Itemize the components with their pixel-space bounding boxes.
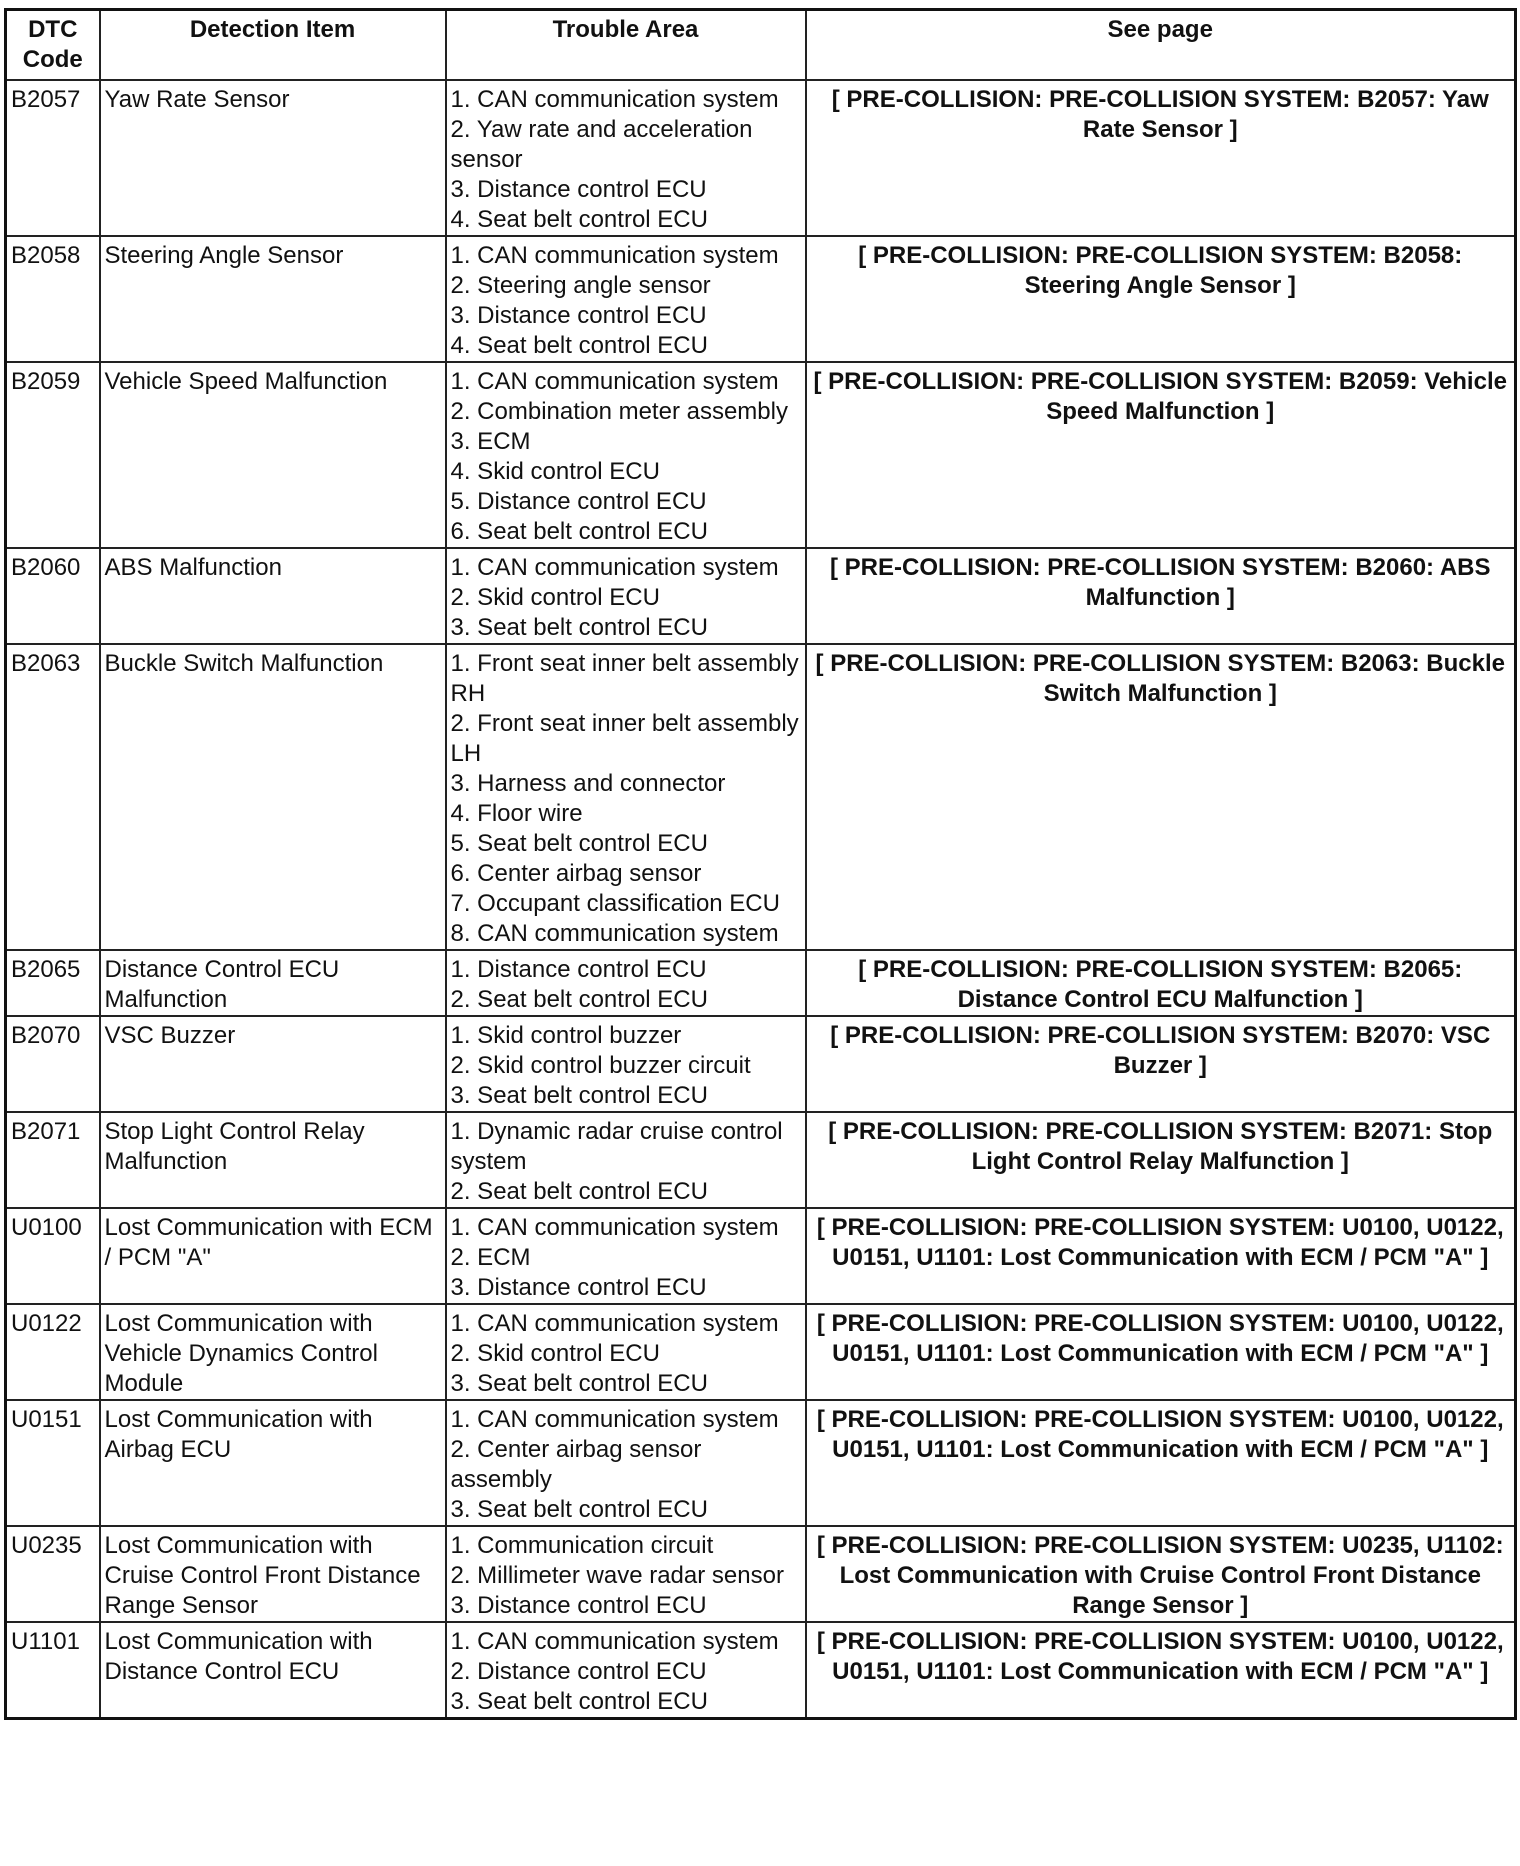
see-page-link[interactable]: [ PRE-COLLISION: PRE-COLLISION SYSTEM: B2060: ABS Malfunction ] <box>806 548 1516 644</box>
trouble-area-item: 2. Seat belt control ECU <box>450 1178 708 1205</box>
trouble-area-cell <box>446 1400 806 1526</box>
trouble-area-item: 3. Distance control ECU <box>450 302 707 329</box>
detection-item-cell: Lost Communication with Distance Control ECU <box>100 1622 446 1719</box>
trouble-area-item: 2. Combination meter assembly <box>450 398 788 425</box>
see-page-link[interactable]: [ PRE-COLLISION: PRE-COLLISION SYSTEM: U0100, U0122, U0151, U1101: Lost Communication with ECM / PCM "A" ] <box>806 1622 1516 1719</box>
trouble-area-cell <box>446 950 806 1016</box>
trouble-area-item: 2. Millimeter wave radar sensor <box>450 1562 784 1589</box>
dtc-code-cell: U1101 <box>6 1622 100 1719</box>
trouble-area-item: 3. Seat belt control ECU <box>450 1082 708 1109</box>
trouble-area-item: 3. Harness and connector <box>450 770 726 797</box>
see-page-link[interactable]: [ PRE-COLLISION: PRE-COLLISION SYSTEM: U0100, U0122, U0151, U1101: Lost Communication with ECM / PCM "A" ] <box>806 1304 1516 1400</box>
dtc-code-cell: B2059 <box>6 362 100 548</box>
table-row <box>6 1304 1516 1400</box>
trouble-area-item: 5. Seat belt control ECU <box>450 830 708 857</box>
dtc-code-cell: B2065 <box>6 950 100 1016</box>
header-detection-item: Detection Item <box>100 10 446 81</box>
see-page-link[interactable]: [ PRE-COLLISION: PRE-COLLISION SYSTEM: B2057: Yaw Rate Sensor ] <box>806 80 1516 236</box>
see-page-link[interactable]: [ PRE-COLLISION: PRE-COLLISION SYSTEM: B2059: Vehicle Speed Malfunction ] <box>806 362 1516 548</box>
see-page-link[interactable]: [ PRE-COLLISION: PRE-COLLISION SYSTEM: B2058: Steering Angle Sensor ] <box>806 236 1516 362</box>
trouble-area-item: 3. Distance control ECU <box>450 1274 707 1301</box>
dtc-code-cell: B2070 <box>6 1016 100 1112</box>
trouble-area-item: 1. CAN communication system <box>450 1628 779 1655</box>
trouble-area-item: 1. CAN communication system <box>450 242 779 269</box>
dtc-code-cell: B2058 <box>6 236 100 362</box>
detection-item-cell: Buckle Switch Malfunction <box>100 644 446 950</box>
detection-item-cell: Lost Communication with ECM / PCM "A" <box>100 1208 446 1304</box>
trouble-area-item: 3. Seat belt control ECU <box>450 1496 708 1523</box>
trouble-area-item: 1. CAN communication system <box>450 1214 779 1241</box>
detection-item-cell: Lost Communication with Cruise Control Front Distance Range Sensor <box>100 1526 446 1622</box>
dtc-code-cell: B2057 <box>6 80 100 236</box>
dtc-table <box>4 8 1517 1720</box>
table-row <box>6 1016 1516 1112</box>
trouble-area-item: 1. Distance control ECU <box>450 956 707 983</box>
trouble-area-item: 2. Seat belt control ECU <box>450 986 708 1013</box>
see-page-link[interactable]: [ PRE-COLLISION: PRE-COLLISION SYSTEM: B2071: Stop Light Control Relay Malfunction ] <box>806 1112 1516 1208</box>
trouble-area-item: 1. CAN communication system <box>450 554 779 581</box>
dtc-code-cell: U0100 <box>6 1208 100 1304</box>
table-row <box>6 950 1516 1016</box>
trouble-area-item: 2. Steering angle sensor <box>450 272 711 299</box>
trouble-area-cell <box>446 362 806 548</box>
trouble-area-item: 2. Yaw rate and acceleration sensor <box>450 116 753 173</box>
see-page-link[interactable]: [ PRE-COLLISION: PRE-COLLISION SYSTEM: U0100, U0122, U0151, U1101: Lost Communication with ECM / PCM "A" ] <box>806 1400 1516 1526</box>
trouble-area-item: 6. Center airbag sensor <box>450 860 702 887</box>
table-row <box>6 644 1516 950</box>
dtc-table-container <box>4 8 1514 1720</box>
trouble-area-item: 5. Distance control ECU <box>450 488 707 515</box>
header-trouble-area: Trouble Area <box>446 10 806 81</box>
detection-item-cell: Yaw Rate Sensor <box>100 80 446 236</box>
trouble-area-item: 1. Skid control buzzer <box>450 1022 682 1049</box>
trouble-area-item: 1. CAN communication system <box>450 368 779 395</box>
table-row <box>6 1622 1516 1719</box>
detection-item-cell: Distance Control ECU Malfunction <box>100 950 446 1016</box>
see-page-link[interactable]: [ PRE-COLLISION: PRE-COLLISION SYSTEM: B2070: VSC Buzzer ] <box>806 1016 1516 1112</box>
table-row <box>6 1208 1516 1304</box>
trouble-area-item: 1. CAN communication system <box>450 86 779 113</box>
trouble-area-cell <box>446 548 806 644</box>
table-header-row <box>6 10 1516 81</box>
trouble-area-item: 3. ECM <box>450 428 531 455</box>
trouble-area-cell <box>446 1304 806 1400</box>
table-row <box>6 548 1516 644</box>
dtc-code-cell: U0122 <box>6 1304 100 1400</box>
trouble-area-item: 2. Skid control ECU <box>450 1340 660 1367</box>
dtc-code-cell: U0151 <box>6 1400 100 1526</box>
trouble-area-item: 3. Distance control ECU <box>450 176 707 203</box>
header-see-page: See page <box>806 10 1516 81</box>
trouble-area-cell <box>446 1622 806 1719</box>
trouble-area-item: 2. Distance control ECU <box>450 1658 707 1685</box>
trouble-area-item: 1. Front seat inner belt assembly RH <box>450 650 799 707</box>
trouble-area-cell <box>446 644 806 950</box>
trouble-area-item: 1. Communication circuit <box>450 1532 714 1559</box>
trouble-area-item: 2. ECM <box>450 1244 531 1271</box>
dtc-code-cell: U0235 <box>6 1526 100 1622</box>
trouble-area-item: 4. Seat belt control ECU <box>450 332 708 359</box>
table-body <box>6 80 1516 1719</box>
trouble-area-item: 3. Distance control ECU <box>450 1592 707 1619</box>
trouble-area-cell <box>446 1016 806 1112</box>
detection-item-cell: Steering Angle Sensor <box>100 236 446 362</box>
table-row <box>6 1526 1516 1622</box>
header-dtc-code: DTC Code <box>6 10 100 81</box>
trouble-area-item: 3. Seat belt control ECU <box>450 1370 708 1397</box>
trouble-area-item: 1. CAN communication system <box>450 1406 779 1433</box>
table-row <box>6 362 1516 548</box>
trouble-area-item: 4. Floor wire <box>450 800 583 827</box>
dtc-code-cell: B2063 <box>6 644 100 950</box>
trouble-area-item: 2. Skid control buzzer circuit <box>450 1052 751 1079</box>
see-page-link[interactable]: [ PRE-COLLISION: PRE-COLLISION SYSTEM: U0100, U0122, U0151, U1101: Lost Communication with ECM / PCM "A" ] <box>806 1208 1516 1304</box>
trouble-area-item: 2. Skid control ECU <box>450 584 660 611</box>
trouble-area-item: 4. Seat belt control ECU <box>450 206 708 233</box>
trouble-area-item: 1. Dynamic radar cruise control system <box>450 1118 783 1175</box>
trouble-area-cell <box>446 1526 806 1622</box>
see-page-link[interactable]: [ PRE-COLLISION: PRE-COLLISION SYSTEM: B2065: Distance Control ECU Malfunction ] <box>806 950 1516 1016</box>
trouble-area-item: 4. Skid control ECU <box>450 458 660 485</box>
dtc-code-cell: B2071 <box>6 1112 100 1208</box>
trouble-area-cell <box>446 236 806 362</box>
trouble-area-item: 1. CAN communication system <box>450 1310 779 1337</box>
detection-item-cell: VSC Buzzer <box>100 1016 446 1112</box>
trouble-area-cell <box>446 1112 806 1208</box>
table-row <box>6 80 1516 236</box>
detection-item-cell: Lost Communication with Vehicle Dynamics Control Module <box>100 1304 446 1400</box>
table-row <box>6 236 1516 362</box>
table-row <box>6 1112 1516 1208</box>
detection-item-cell: Lost Communication with Airbag ECU <box>100 1400 446 1526</box>
detection-item-cell: Stop Light Control Relay Malfunction <box>100 1112 446 1208</box>
trouble-area-item: 2. Center airbag sensor assembly <box>450 1436 702 1493</box>
trouble-area-cell <box>446 1208 806 1304</box>
trouble-area-cell <box>446 80 806 236</box>
trouble-area-item: 2. Front seat inner belt assembly LH <box>450 710 799 767</box>
detection-item-cell: ABS Malfunction <box>100 548 446 644</box>
see-page-link[interactable]: [ PRE-COLLISION: PRE-COLLISION SYSTEM: B2063: Buckle Switch Malfunction ] <box>806 644 1516 950</box>
trouble-area-item: 3. Seat belt control ECU <box>450 1688 708 1715</box>
detection-item-cell: Vehicle Speed Malfunction <box>100 362 446 548</box>
see-page-link[interactable]: [ PRE-COLLISION: PRE-COLLISION SYSTEM: U0235, U1102: Lost Communication with Cruise Control Front Distance Range Sensor ] <box>806 1526 1516 1622</box>
trouble-area-item: 7. Occupant classification ECU <box>450 890 780 917</box>
trouble-area-item: 8. CAN communication system <box>450 920 779 947</box>
trouble-area-item: 3. Seat belt control ECU <box>450 614 708 641</box>
table-row <box>6 1400 1516 1526</box>
trouble-area-item: 6. Seat belt control ECU <box>450 518 708 545</box>
dtc-code-cell: B2060 <box>6 548 100 644</box>
